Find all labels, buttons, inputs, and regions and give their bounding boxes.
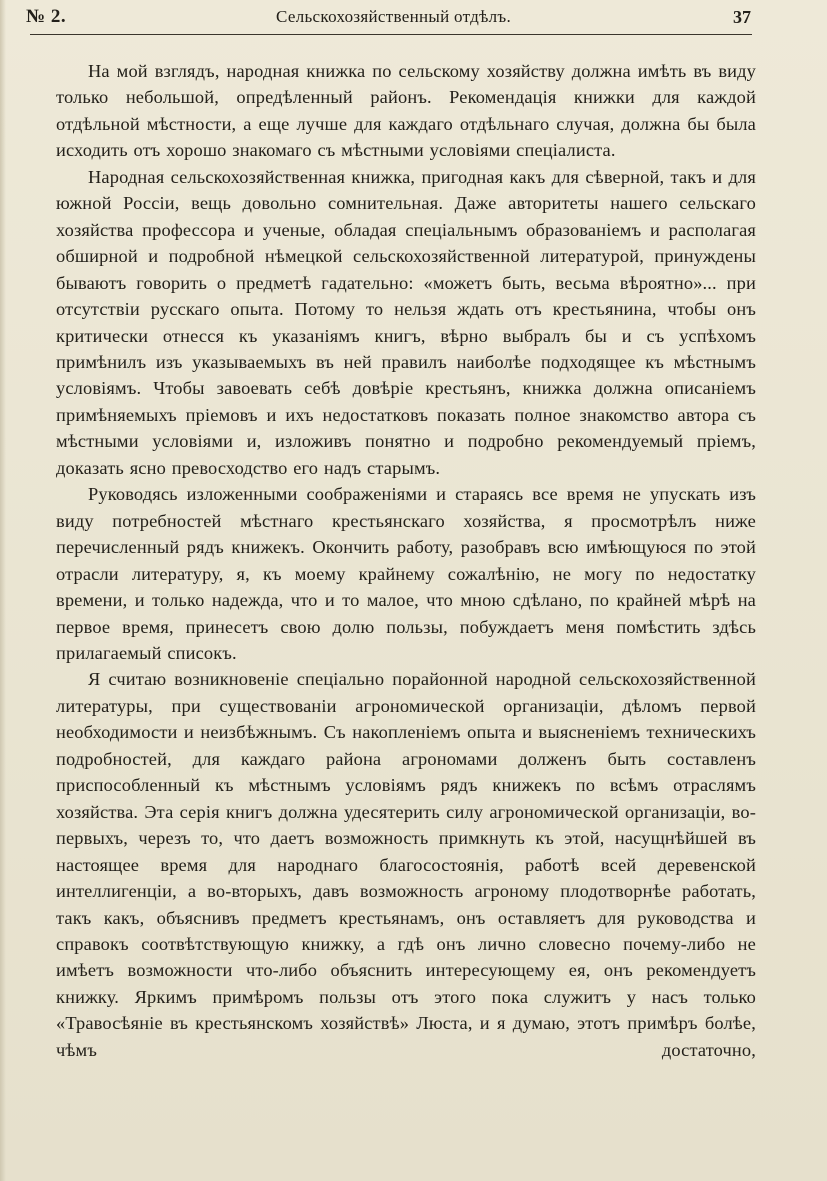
page-header (26, 4, 751, 32)
paragraph-2: Народная сельскохозяйственная книжка, пригодная какъ для сѣверной, такъ и для южной Россіи, вещь довольно сомнительная. Даже авторитеты нашего сельскаго хозяйства профессора и ученые, обладая спеціальнымъ образованіемъ и располагая обширной и подробной нѣмецкой сельскохозяйственной литературой, принуждены бываютъ говорить о предметѣ гадательно: «можетъ быть, весьма вѣроятно»... при отсутствіи русскаго опыта. Потому то нельзя ждать отъ крестьянина, чтобы онъ критически отнесся къ указаніямъ книгъ, вѣрно выбралъ бы и съ успѣхомъ примѣнилъ изъ указываемыхъ въ ней правилъ наиболѣе подходящее къ мѣстнымъ условіямъ. Чтобы завоевать себѣ довѣріе крестьянъ, книжка должна описаніемъ примѣняемыхъ пріемовъ и ихъ недостатковъ показать полное знакомство автора съ мѣстными условіями и, изложивъ понятно и подробно рекомендуемый пріемъ, доказать ясно превосходство его надъ старымъ. (56, 166, 756, 478)
scan-edge-shadow (0, 0, 6, 1181)
header-rule (30, 34, 752, 35)
page-number: 37 (733, 7, 751, 27)
paragraph-4: Я считаю возникновеніе спеціально порайонной народной сельскохозяйственной литературы, при существованіи агрономической организаціи, дѣломъ первой необходимости и неизбѣжнымъ. Съ накопленіемъ опыта и выясненіемъ техническихъ подробностей, для каждаго района агрономами долженъ быть составленъ приспособленный къ мѣстнымъ условіямъ рядъ книжекъ по всѣмъ отраслямъ хозяйства. Эта серія книгъ должна удесятерить силу агрономической организаціи, во-первыхъ, черезъ то, что даетъ возможность примкнуть къ этой, насущнѣйшей въ настоящее время для народнаго благосостоянія, работѣ всей деревенской интеллигенціи, а во-вторыхъ, давъ возможность агроному плодотворнѣе работать, такъ какъ, объяснивъ предметъ крестьянамъ, онъ оставляетъ для руководства и справокъ соотвѣтствующую книжку, а гдѣ онъ лично словесно почему-либо не имѣетъ возможности что-либо объяснить интересующему ея, онъ рекомендуетъ книжку. Яркимъ примѣромъ пользы отъ этого пока служитъ у насъ только «Травосѣяніе въ крестьянскомъ хозяйствѣ» Люста, и я думаю, этотъ примѣръ болѣе, чѣмъ достаточно, (56, 669, 756, 1060)
section-title: Сельскохозяйственный отдѣлъ. (276, 7, 512, 26)
issue-number: № 2. (26, 6, 67, 27)
body-text (56, 58, 756, 1063)
paragraph-1: На мой взглядъ, народная книжка по сельскому хозяйству должна имѣть въ виду только небольшой, опредѣленный районъ. Рекомендація книжки для каждой отдѣльной мѣстности, а еще лучше для каждаго отдѣльнаго случая, должна бы была исходить отъ хорошо знакомаго съ мѣстными условіями спеціалиста. (56, 61, 756, 161)
paragraph-3: Руководясь изложенными соображеніями и стараясь все время не упускать изъ виду потребностей мѣстнаго крестьянскаго хозяйства, я просмотрѣлъ ниже перечисленный рядъ книжекъ. Окончить работу, разобравъ всю имѣющуюся по этой отрасли литературу, я, къ моему крайнему сожалѣнію, не могу по недостатку времени, и только надежда, что и то малое, что мною сдѣлано, по крайней мѣрѣ на первое время, принесетъ свою долю пользы, побуждаетъ меня помѣстить здѣсь прилагаемый списокъ. (56, 484, 756, 663)
